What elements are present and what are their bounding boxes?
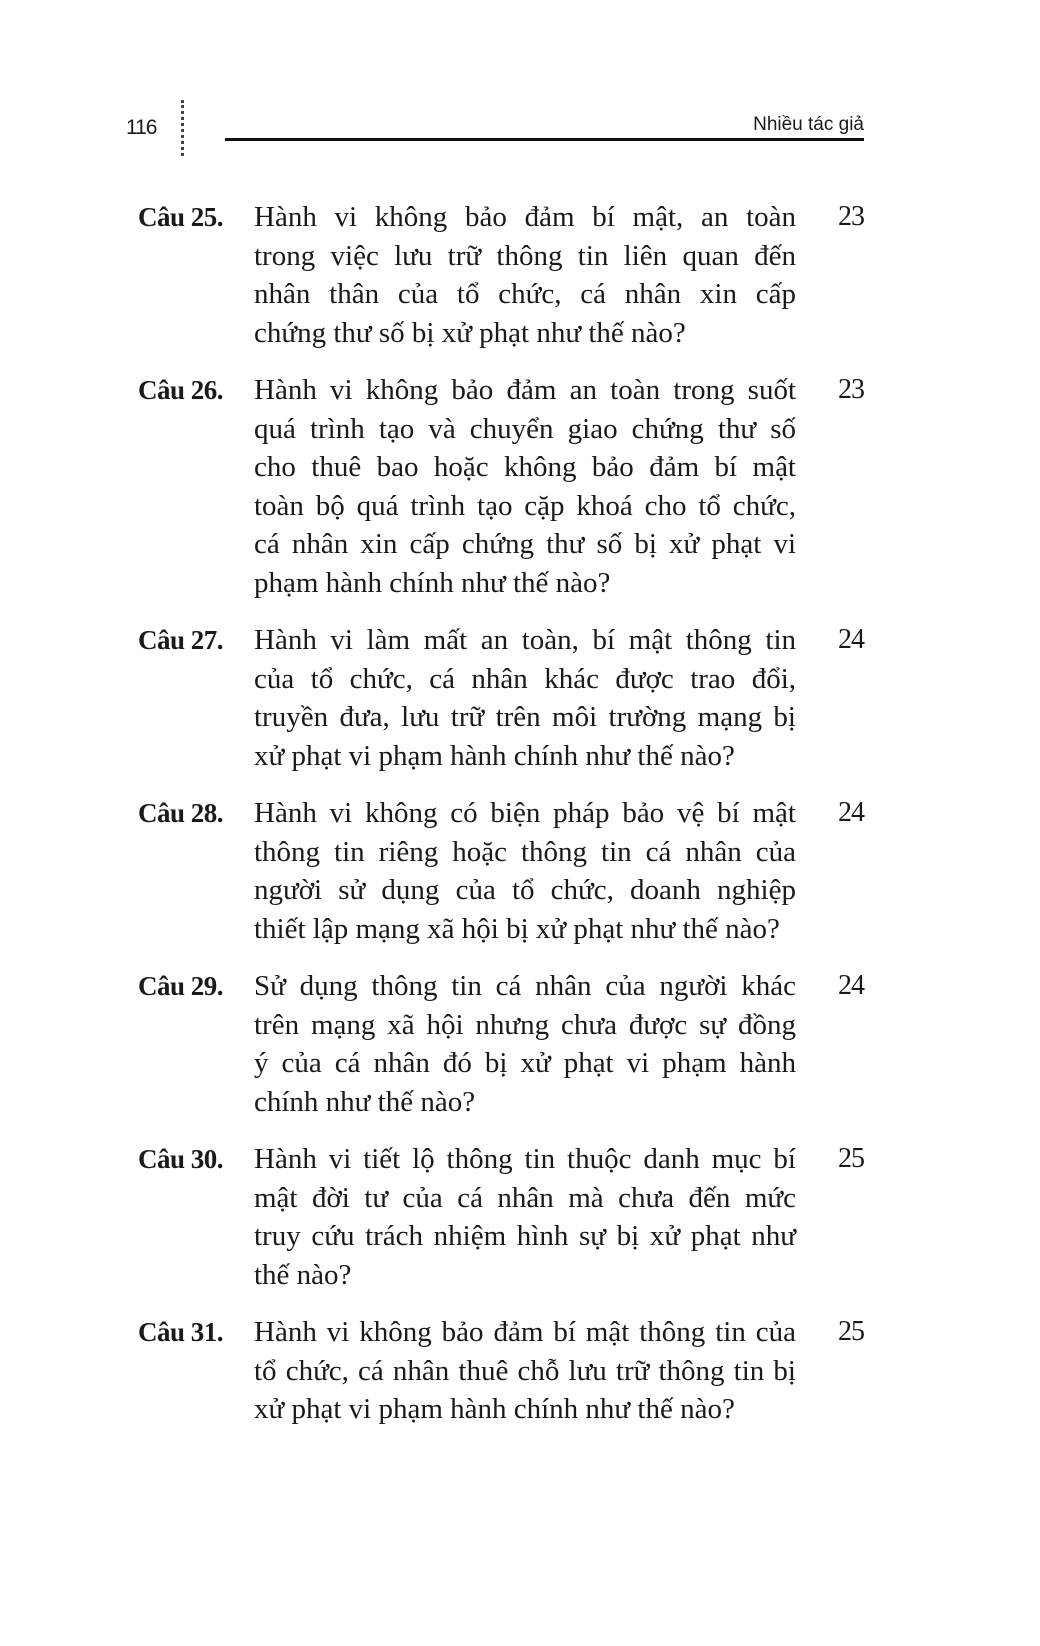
text-line: người sử dụng của tổ chức, doanh nghiệp — [254, 874, 796, 906]
question-label: Câu 26. — [138, 375, 224, 405]
question-label: Câu 25. — [138, 202, 224, 232]
question-label: Câu 28. — [138, 798, 224, 828]
page-reference: 24 — [838, 970, 864, 1001]
text-line: Hành vi không có biện pháp bảo vệ bí mật — [254, 797, 796, 829]
question-label: Câu 30. — [138, 1144, 224, 1174]
running-header-author: Nhiều tác giả — [753, 114, 864, 135]
page-number: 116 — [126, 116, 157, 139]
question-label: Câu 29. — [138, 971, 224, 1001]
text-line: Hành vi tiết lộ thông tin thuộc danh mục bí — [254, 1143, 796, 1175]
text-line: xử phạt vi phạm hành chính như thế nào? — [254, 1393, 735, 1425]
text-line: xử phạt vi phạm hành chính như thế nào? — [254, 739, 735, 772]
text-line: cho thuê bao hoặc không bảo đảm bí mật — [254, 451, 796, 483]
text-line: nhân thân của tổ chức, cá nhân xin cấp — [254, 278, 796, 310]
text-line: quá trình tạo và chuyển giao chứng thư số — [254, 412, 796, 445]
text-line: tổ chức, cá nhân thuê chỗ lưu trữ thông tin bị — [254, 1354, 796, 1387]
toc-entry — [138, 371, 864, 602]
question-text — [254, 1140, 796, 1294]
question-text — [254, 967, 796, 1121]
text-line: trên mạng xã hội nhưng chưa được sự đồng — [254, 1008, 796, 1041]
text-line: Hành vi làm mất an toàn, bí mật thông tin — [254, 624, 796, 656]
page-reference: 25 — [838, 1143, 864, 1174]
page-reference: 25 — [838, 1316, 864, 1347]
text-line: thiết lập mạng xã hội bị xử phạt như thế nào? — [254, 912, 780, 945]
text-line: Hành vi không bảo đảm bí mật thông tin của — [254, 1316, 796, 1348]
toc-entry — [138, 1140, 864, 1294]
toc-entry — [138, 967, 864, 1121]
page-reference: 23 — [838, 374, 864, 405]
text-line: truy cứu trách nhiệm hình sự bị xử phạt như — [254, 1220, 796, 1252]
text-line: thông tin riêng hoặc thông tin cá nhân của — [254, 835, 796, 868]
toc-entry — [138, 621, 864, 775]
question-text — [254, 621, 796, 775]
toc-entry — [138, 794, 864, 948]
toc-entry — [138, 1313, 864, 1429]
text-line: Hành vi không bảo đảm an toàn trong suốt — [254, 374, 796, 406]
question-label: Câu 27. — [138, 625, 224, 655]
text-line: chính như thế nào? — [254, 1085, 476, 1118]
question-label: Câu 31. — [138, 1317, 224, 1347]
question-text — [254, 1313, 796, 1429]
text-line: trong việc lưu trữ thông tin liên quan đến — [254, 239, 796, 272]
decorative-chain-divider — [181, 100, 188, 156]
text-line: toàn bộ quá trình tạo cặp khoá cho tổ chức, — [254, 489, 796, 522]
page-reference: 24 — [838, 797, 864, 828]
text-line: cá nhân xin cấp chứng thư số bị xử phạt vi — [254, 528, 796, 560]
text-line: Hành vi không bảo đảm bí mật, an toàn — [254, 201, 796, 233]
text-line: thế nào? — [254, 1258, 352, 1291]
table-of-contents — [138, 198, 864, 1448]
question-text — [254, 198, 796, 352]
text-line: phạm hành chính như thế nào? — [254, 566, 611, 599]
text-line: chứng thư số bị xử phạt như thế nào? — [254, 316, 686, 349]
text-line: truyền đưa, lưu trữ trên môi trường mạng bị — [254, 701, 796, 733]
toc-entry — [138, 198, 864, 352]
text-line: của tổ chức, cá nhân khác được trao đổi, — [254, 662, 796, 695]
text-line: ý của cá nhân đó bị xử phạt vi phạm hành — [254, 1047, 796, 1079]
text-line: mật đời tư của cá nhân mà chưa đến mức — [254, 1181, 796, 1214]
question-text — [254, 794, 796, 948]
question-text — [254, 371, 796, 602]
page-reference: 23 — [838, 201, 864, 232]
header-rule — [225, 138, 864, 141]
page-reference: 24 — [838, 624, 864, 655]
text-line: Sử dụng thông tin cá nhân của người khác — [254, 970, 796, 1002]
